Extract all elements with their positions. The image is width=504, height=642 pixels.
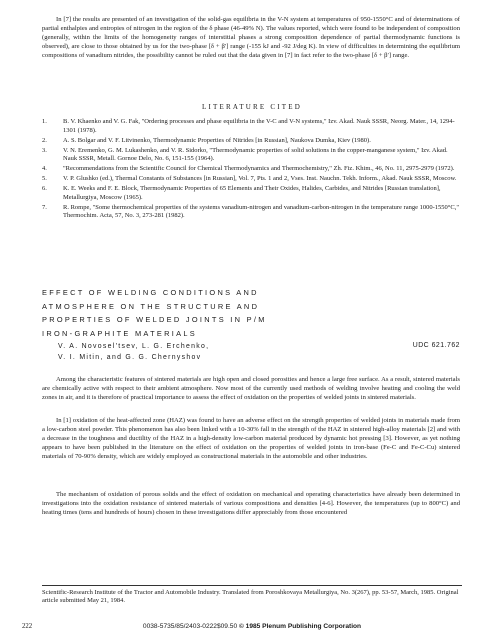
footnote-divider xyxy=(42,585,462,586)
reference-item xyxy=(42,204,460,221)
reference-number: 2. xyxy=(42,136,47,144)
reference-number: 4. xyxy=(42,165,47,173)
reference-text: A. S. Bolgar and V. F. Litvinenko, Thermodynamic Properties of Nitrides [in Russian], Naukova Dumka, Kiev (1980). xyxy=(63,136,371,144)
reference-number: 1. xyxy=(42,118,47,125)
copyright-holder: © 1985 Plenum Publishing Corporation xyxy=(238,623,362,630)
page-number: 222 xyxy=(22,623,33,630)
reference-number: 7. xyxy=(42,203,47,211)
reference-text: R. Rompe, "Some thermochemical properties of the systems vanadium-nitrogen and vanadium-carbon-nitrogen in the temperature range 1000-1550°C," Thermochim. Acta, 57, No. 3, 273-281 (1982). xyxy=(63,203,459,220)
reference-item xyxy=(42,137,460,146)
reference-number: 3. xyxy=(42,146,47,154)
article-title-line: ATMOSPHERE ON THE STRUCTURE AND xyxy=(42,301,260,311)
udc-code: UDC 621.762 xyxy=(412,342,460,349)
body-paragraph: In [1] oxidation of the heat-affected zone (HAZ) was found to have an adverse effect on the strength properties of welded joints in materials made from a low-carbon steel powder. This phenomenon has also been linked with a 10-30% fall in the strength of the HAZ in sintered high-alloy materials [2] and with a decrease in the toughness and ductility of the HAZ in a high-density low-carbon material produced by dynamic hot pressing [3]. However, as yet nothing appears to have been published in the literature on the effect of oxidation on the properties of welded joints in iron-base (Fe-C and Fe-C-Cu) sintered materials of 70-90% density, which are widely employed as constructional materials in the automobile and other industries. xyxy=(42,417,460,460)
literature-cited-heading: LITERATURE CITED xyxy=(202,103,302,111)
article-title xyxy=(42,286,442,340)
author-line: V. A. Novosel'tsev, L. G. Erchenko, xyxy=(58,343,210,350)
reference-number: 5. xyxy=(42,175,47,183)
article-title-line: IRON-GRAPHITE MATERIALS xyxy=(42,328,198,338)
reference-item xyxy=(42,147,460,164)
reference-number: 6. xyxy=(42,185,47,193)
reference-item xyxy=(42,118,460,135)
reference-text: B. V. Khaenko and V. G. Fak, "Ordering processes and phase equilibria in the V-C and V-N systems," Izv. Akad. Nauk SSSR, Neorg. Mater., 14, 1294-1301 (1978). xyxy=(63,118,455,134)
reference-item xyxy=(42,185,460,202)
reference-text: V. N. Eremenko, G. M. Lukashenko, and V. R. Sidorko, "Thermodynamic properties of solid solutions in the copper-manganese system," Izv. Akad. Nauk SSSR, Metall. Gornoe Delo, No. 6, 151-155 (1964). xyxy=(63,146,448,163)
reference-text: "Recommendations from the Scientific Council for Chemical Thermodynamics and Thermochemistry," Zh. Fiz. Khim., 46, No. 11, 2975-2979 (1972). xyxy=(63,165,455,173)
reference-item xyxy=(42,175,460,184)
article-title-line: PROPERTIES OF WELDED JOINTS IN P/M xyxy=(42,315,267,324)
body-paragraph: The mechanism of oxidation of porous solids and the effect of oxidation on mechanical and operating characteristics have already been determined in investigations into the oxidation resistance of sintered materials of various compositions and densities [4-6]. However, the temperatures (up to 800°C) and heating times (tens and hundreds of hours) chosen in these investigations differ appreciably from those encountered xyxy=(42,491,460,516)
reference-text: K. E. Weeks and F. E. Block, Thermodynamic Properties of 65 Elements and Their Oxides, Halides, Carbides, and Nitrides [Russian translation], Metallurgiya, Moscow (1965). xyxy=(63,185,441,201)
author-line: V. I. Mitin, and G. G. Chernyshov xyxy=(58,353,202,361)
reference-list xyxy=(42,118,460,222)
article-authors xyxy=(58,342,318,363)
reference-text: V. P. Glushko (ed.), Thermal Constants of Substances [in Russian], Vol. 7, Pts. 1 and 2, Vses. Inst. Nauchn. Tekh. Inform., Akad. Nauk SSSR, Moscow. xyxy=(63,175,457,183)
article-title-line: EFFECT OF WELDING CONDITIONS AND xyxy=(42,288,259,297)
intro-paragraph: In [7] the results are presented of an investigation of the solid-gas equilibria in the V-N system at temperatures of 950-1550°C and of determinations of partial enthalpies and entropies of nitrogen in the region of the δ phase (46-49% N). The values reported, which were found to be independent of composition (generally, within the limits of the homogeneity ranges of interstitial phases a strong composition dependence of partial thermodynamic functions is observed), are close to those obtained by us for the two-phase [δ + β′] range (-155 kJ and -92 J/deg K). In view of difficulties in determining the equilibrium compositions of vanadium nitrides, the possibility cannot be ruled out that the data given in [7] in fact refer to the two-phase [δ + β′] range. xyxy=(42,16,460,59)
footnote: Scientific-Research Institute of the Tractor and Automobile Industry. Translated from Poroshkovaya Metallurgiya, No. 3(267), pp. 53-57, March, 1985. Original article submitted May 21, 1984. xyxy=(42,589,459,605)
body-paragraph: Among the characteristic features of sintered materials are high open and closed porosities and hence a large free surface. As a result, sintered materials are chemically active with respect to their ambient atmosphere. Now most of the currently used methods of welding involve heating and cooling the weld zones in air, and it is therefore of practical importance to assess the effect of oxidation on the properties of welded joints in sintered materials. xyxy=(42,376,460,401)
reference-item xyxy=(42,165,460,174)
copyright-line xyxy=(0,623,504,630)
copyright-code: 0038-5735/85/2403-0222$09.50 xyxy=(142,623,239,630)
